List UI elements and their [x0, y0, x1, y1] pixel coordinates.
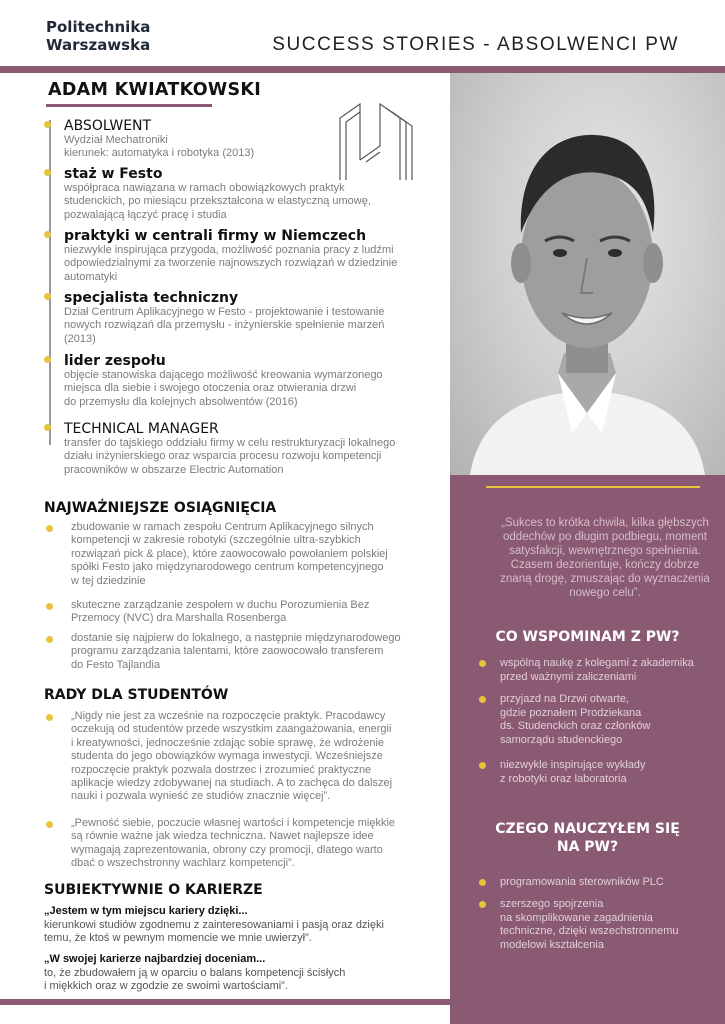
footer-divider — [0, 999, 450, 1005]
advice-item: „Pewność siebie, poczucie własnej wartości i kompetencje miękkie są równie ważne jak wiedza techniczna. Nawet najlepsze idee wymagają zaprezentowania, obrony czy promocji, dlatego warto dbać o wszechstronny wachlarz kompetencji”. — [71, 817, 436, 871]
career-answer-1: kierunkowi studiów zgodnemu z zainteresowaniami i pasją oraz dzięki temu, że ktoś w pewnym momencie we mnie uwierzył”. — [44, 919, 384, 945]
timeline-item-specialist — [64, 290, 444, 346]
portrait-photo — [450, 73, 725, 475]
advice-item: „Nigdy nie jest za wcześnie na rozpoczęcie praktyk. Pracodawcy oczekują od studentów przede wszystkim zaangażowania, energii i kreatywności, jednocześnie zdając sobie sprawę, że wdrożenie studenta do jego obowiązków wymaga inwestycji. Wcześniejsze rozpoczęcie praktyk pozwala dostrzec i zrozumieć praktyczne aplikacje wiedzy zdobywanej na studiach. A to zachęca do dalszej nauki i pozwala wynieść ze studiów znacznie więcej”. — [71, 710, 436, 804]
timeline-item-desc: Dział Centrum Aplikacyjnego w Festo - projektowanie i testowanie nowych rozwiązań dla przemysłu - inżynierskie spełnienie marzeń (2013) — [64, 306, 385, 345]
logo-line-2: Warszawska — [46, 36, 151, 54]
bullet-dot — [46, 525, 53, 532]
learned-item: szerszego spojrzenia na skomplikowane zagadnienia techniczne, dzięki wszechstronnemu modelowi kształcenia — [500, 898, 715, 952]
panel-accent-line — [486, 486, 700, 488]
achievement-item: skuteczne zarządzanie zespołem w duchu Porozumienia Bez Przemocy (NVC) dra Marshalla Rosenberga — [71, 599, 436, 626]
bullet-dot — [46, 636, 53, 643]
timeline-item-title: praktyki w centrali firmy w Niemczech — [64, 228, 367, 244]
timeline-item-title: ABSOLWENT — [64, 118, 152, 134]
bullet-dot — [479, 901, 486, 908]
motto-quote: „Sukces to krótka chwila, kilka głębszych oddechów po długim podbiegu, moment satysfakcji, wewnętrznego spełnienia. Czasem dezorientuje, kończy dobrze znaną drogę, zmuszając do wyznaczenia nowego celu”. — [500, 517, 710, 599]
page-header-title: SUCCESS STORIES - ABSOLWENCI PW — [272, 34, 679, 55]
bullet-dot — [479, 879, 486, 886]
name-underline — [46, 104, 212, 107]
bullet-dot — [479, 762, 486, 769]
timeline-item-title: staż w Festo — [64, 166, 163, 182]
timeline-item-desc: transfer do tajskiego oddziału firmy w celu restrukturyzacji lokalnego działu inżynierskiego oraz wsparcia procesu rozwoju kompetencji pracowników w obszarze Electric Automation — [64, 437, 396, 476]
timeline-dot — [44, 169, 51, 176]
timeline-item-internship — [64, 166, 444, 222]
timeline-item-graduate — [64, 118, 444, 161]
timeline-item-desc: objęcie stanowiska dającego możliwość kreowania wymarzonego miejsca dla siebie i swojego otoczenia oraz otwierania drzwi do przemysłu dla kolejnych absolwentów (2016) — [64, 369, 383, 408]
timeline-dot — [44, 231, 51, 238]
timeline-item-title: specjalista techniczny — [64, 290, 239, 306]
career-question-1: „Jestem w tym miejscu kariery dzięki... — [44, 905, 248, 917]
memories-heading: CO WSPOMINAM Z PW? — [495, 629, 680, 645]
learned-heading: CZEGO NAUCZYŁEM SIĘ NA PW? — [495, 821, 680, 855]
timeline-dot — [44, 121, 51, 128]
portrait-illustration — [450, 73, 725, 475]
timeline-item-title: lider zespołu — [64, 353, 166, 369]
timeline-item-desc: współpraca nawiązana w ramach obowiązkowych praktyk studenckich, po miesiącu przekształcona w elastyczną umowę, pozwalającą łączyć pracę i studia — [64, 182, 371, 221]
timeline-dot — [44, 356, 51, 363]
bullet-dot — [46, 821, 53, 828]
achievements-heading: NAJWAŻNIEJSZE OSIĄGNIĘCIA — [44, 500, 277, 516]
career-answer-2: to, że zbudowałem ją w oparciu o balans kompetencji ścisłych i miękkich oraz w zgodzie ze swoimi wartościami”. — [44, 967, 346, 993]
university-logo — [46, 18, 150, 54]
achievement-item: zbudowanie w ramach zespołu Centrum Aplikacyjnego silnych kompetencji w zakresie robotyki (szczególnie ultra-szybkich rozwiązań pick & place), które zaowocowało powołaniem polskiej spółki Festo jako międzynarodowego centrum kompetencyjnego w tej dziedzinie — [71, 521, 436, 588]
logo-line-1: Politechnika — [46, 18, 151, 36]
bullet-dot — [479, 696, 486, 703]
timeline-dot — [44, 293, 51, 300]
memory-item: wspólną naukę z kolegami z akademika przed ważnymi zaliczeniami — [500, 657, 715, 684]
bullet-dot — [46, 603, 53, 610]
career-question-2: „W swojej karierze najbardziej doceniam... — [44, 953, 266, 965]
achievement-item: dostanie się najpierw do lokalnego, a następnie międzynarodowego programu zarządzania talentami, które zaowocowało transferem do Festo Tajlandia — [71, 632, 436, 672]
timeline-item-team-leader — [64, 353, 444, 409]
bullet-dot — [479, 660, 486, 667]
header-divider — [0, 66, 725, 73]
timeline-item-desc: Wydział Mechatroniki kierunek: automatyka i robotyka (2013) — [64, 134, 255, 160]
memory-item: niezwykle inspirujące wykłady z robotyki oraz laboratoria — [500, 759, 715, 786]
bullet-dot — [46, 714, 53, 721]
timeline-item-title: TECHNICAL MANAGER — [64, 421, 219, 437]
timeline-item-technical-manager — [64, 421, 444, 477]
memory-item: przyjazd na Drzwi otwarte, gdzie poznałem Prodziekana ds. Studenckich oraz członków samorządu studenckiego — [500, 693, 715, 747]
learned-item: programowania sterowników PLC — [500, 876, 715, 890]
person-name: ADAM KWIATKOWSKI — [48, 80, 262, 100]
advice-heading: RADY DLA STUDENTÓW — [44, 687, 229, 703]
timeline-item-desc: niezwykle inspirująca przygoda, możliwość poznania pracy z ludźmi odpowiedzialnymi za tworzenie najnowszych rozwiązań w dziedzinie automatyki — [64, 244, 398, 283]
timeline-item-germany — [64, 228, 444, 284]
career-heading: SUBIEKTYWNIE O KARIERZE — [44, 882, 263, 898]
timeline-dot — [44, 424, 51, 431]
